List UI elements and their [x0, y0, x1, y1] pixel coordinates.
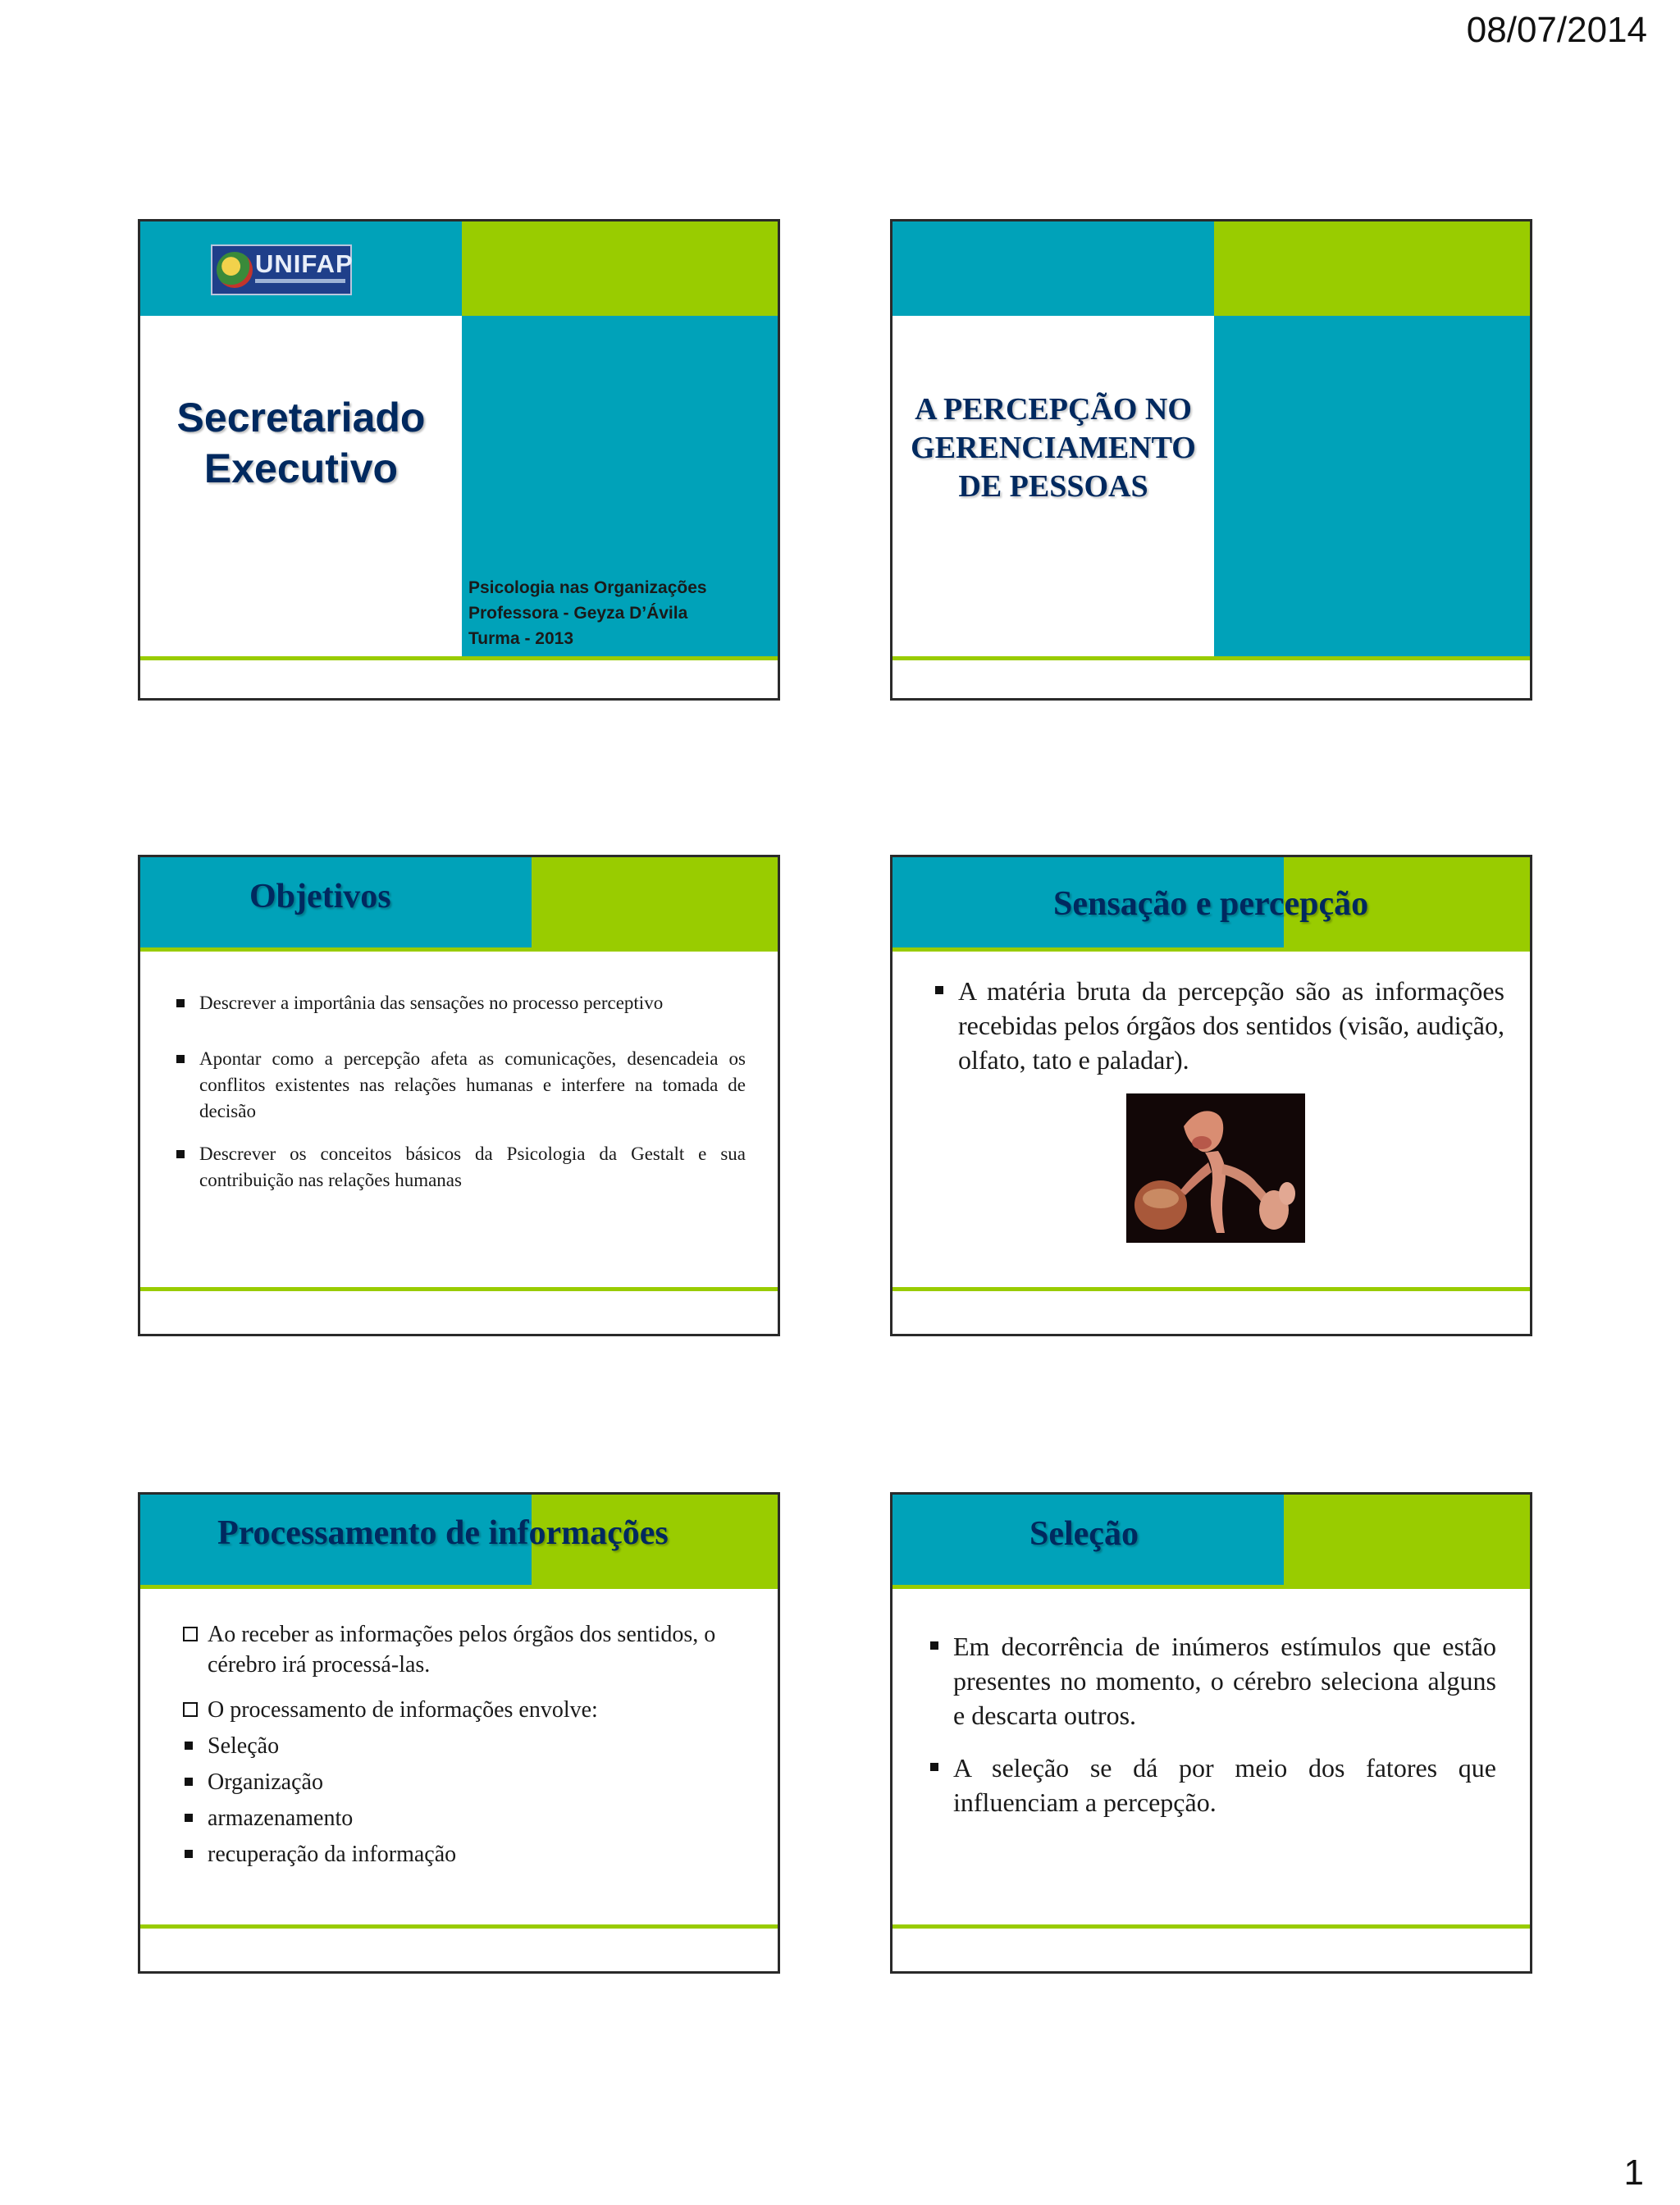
header-lime-block — [1214, 221, 1532, 316]
selection-list — [927, 1629, 1496, 1819]
professor-name: Professora - Geyza D’Ávila — [468, 604, 688, 623]
bullet-square-icon — [185, 1814, 193, 1822]
course-name: Psicologia nas Organizações — [468, 578, 707, 597]
bullet-square-icon — [176, 1055, 185, 1063]
slide-title — [892, 390, 1214, 506]
slide-2 — [890, 219, 1532, 701]
sensory-homunculus-photo — [1126, 1093, 1305, 1243]
course-info — [468, 575, 707, 651]
bullet-text: A seleção se dá por meio dos fatores que influenciam a percepção. — [953, 1753, 1496, 1817]
content-teal-block — [1214, 316, 1532, 656]
bullet-square-icon — [176, 1150, 185, 1158]
slide-4 — [890, 855, 1532, 1336]
bullet-text: recuperação da informação — [208, 1842, 457, 1867]
list-item — [181, 1695, 756, 1725]
objectives-list — [173, 990, 746, 1194]
title-line-3: DE PESSOAS — [958, 469, 1148, 504]
slide-title — [140, 392, 462, 494]
logo-text: UNIFAP — [255, 249, 354, 278]
bullet-text: Descrever os conceitos básicos da Psicologia da Gestalt e sua contribuição nas relações humanas — [199, 1144, 746, 1190]
logo-underline — [255, 279, 345, 283]
bullet-text: Descrever a importânia das sensações no processo perceptivo — [199, 993, 664, 1013]
title-line-2: Executivo — [203, 445, 399, 491]
title-line-2: GERENCIAMENTO — [911, 431, 1196, 465]
list-item — [181, 1803, 756, 1833]
header-green-line — [892, 1585, 1532, 1589]
slide-5 — [138, 1492, 780, 1974]
footer-green-line — [140, 656, 780, 660]
title-line-1: A PERCEPÇÃO NO — [915, 392, 1192, 427]
bullet-text: O processamento de informações envolve: — [208, 1697, 598, 1723]
header-lime-block — [462, 221, 780, 316]
slide-1 — [138, 219, 780, 701]
slide-title: Objetivos — [249, 878, 391, 915]
homunculus-illustration — [1126, 1093, 1305, 1243]
page-number: 1 — [1623, 2152, 1644, 2193]
list-item — [181, 1731, 756, 1761]
bullet-square-icon — [935, 986, 943, 994]
list-item — [173, 1046, 746, 1125]
hollow-checkbox-icon — [183, 1627, 198, 1641]
processing-list — [181, 1619, 756, 1869]
bullet-text: A matéria bruta da percepção são as informações recebidas pelos órgãos dos sentidos (visão, audição, olfato, tato e paladar). — [958, 976, 1504, 1075]
slide-title: Processamento de informações — [217, 1514, 669, 1552]
header-green-line — [140, 1585, 780, 1589]
list-item — [932, 974, 1504, 1077]
bullet-text: armazenamento — [208, 1806, 354, 1831]
bullet-square-icon — [185, 1850, 193, 1858]
bullet-text: Ao receber as informações pelos órgãos dos sentidos, o cérebro irá processá-las. — [208, 1622, 716, 1678]
footer-green-line — [892, 1924, 1532, 1929]
page-date: 08/07/2014 — [1466, 10, 1647, 50]
class-year: Turma - 2013 — [468, 629, 573, 648]
slide-3 — [138, 855, 780, 1336]
bullet-text: Seleção — [208, 1733, 280, 1759]
bullet-text: Organização — [208, 1769, 323, 1795]
footer-green-line — [892, 656, 1532, 660]
list-item — [181, 1839, 756, 1869]
footer-green-line — [140, 1924, 780, 1929]
unifap-logo — [211, 244, 352, 295]
list-item — [927, 1751, 1496, 1819]
sensation-list — [932, 974, 1504, 1077]
header-lime-block — [532, 857, 780, 947]
bullet-square-icon — [930, 1641, 938, 1650]
header-green-line — [140, 947, 780, 952]
university-seal-icon — [217, 252, 253, 288]
title-line-1: Secretariado — [176, 395, 426, 441]
bullet-text: Em decorrência de inúmeros estímulos que estão presentes no momento, o cérebro seleciona alguns e descarta outros. — [953, 1632, 1496, 1730]
bullet-square-icon — [930, 1763, 938, 1771]
list-item — [173, 990, 746, 1016]
header-teal-block — [892, 221, 1214, 316]
slide-title: Sensação e percepção — [1053, 885, 1369, 923]
header-lime-block — [1284, 1495, 1532, 1585]
list-item — [173, 1141, 746, 1194]
footer-green-line — [140, 1287, 780, 1291]
bullet-square-icon — [176, 999, 185, 1007]
bullet-text: Apontar como a percepção afeta as comunicações, desencadeia os conflitos existentes nas relações humanas e interfere na tomada de decisão — [199, 1048, 746, 1121]
list-item — [181, 1619, 756, 1680]
bullet-square-icon — [185, 1742, 193, 1750]
slide-title: Seleção — [1029, 1515, 1139, 1553]
header-green-line — [892, 947, 1532, 952]
slide-6 — [890, 1492, 1532, 1974]
hollow-checkbox-icon — [183, 1702, 198, 1717]
list-item — [181, 1767, 756, 1797]
footer-green-line — [892, 1287, 1532, 1291]
bullet-square-icon — [185, 1778, 193, 1786]
list-item — [927, 1629, 1496, 1732]
